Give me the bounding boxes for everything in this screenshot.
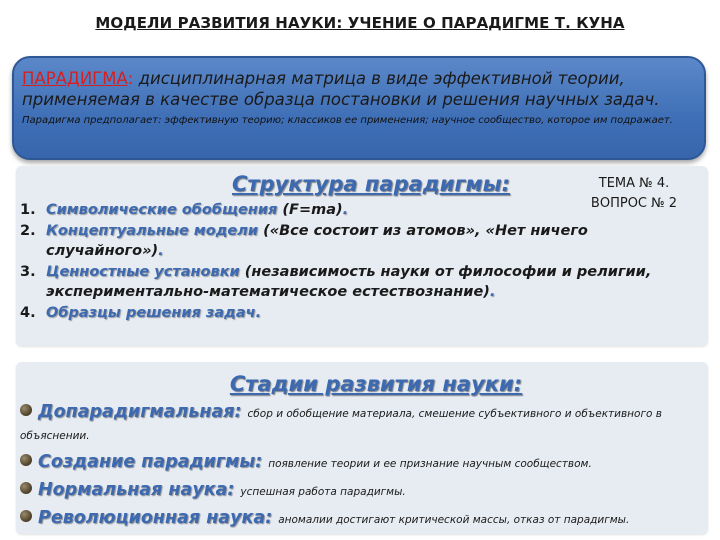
question-number: ВОПРОС № 2: [590, 196, 678, 211]
bullet-icon: [20, 510, 32, 522]
item-tail: .: [489, 284, 496, 300]
list-item: [20, 452, 710, 474]
list-item: [20, 480, 710, 502]
bullet-icon: [20, 454, 32, 466]
stages-panel: [16, 362, 708, 534]
bullet-icon: [20, 404, 32, 416]
item-text: [46, 200, 710, 221]
stage-description: аномалии достигают критической массы, отказ от парадигмы.: [278, 514, 630, 526]
stage-description: появление теории и ее признание научным сообществом.: [268, 458, 592, 470]
definition-term: ПАРАДИГМА: [22, 69, 128, 88]
list-item: [20, 262, 710, 303]
item-number: 3.: [20, 263, 36, 280]
list-item: [20, 508, 710, 530]
stage-name: Революционная наука:: [38, 508, 273, 528]
structure-list: [20, 200, 710, 323]
item-number: 2.: [20, 222, 36, 239]
list-item: [20, 221, 710, 262]
slide-title: МОДЕЛИ РАЗВИТИЯ НАУКИ: УЧЕНИЕ О ПАРАДИГМЕ Т. КУНА: [95, 14, 625, 32]
item-title: Концептуальные модели: [46, 222, 264, 239]
stages-heading: Стадии развития науки:: [229, 372, 523, 396]
item-detail: (F=ma): [282, 202, 343, 218]
definition-note: Парадигма предполагает: эффективную теорию; классиков ее применения; научное сообщество, которое им подражает.: [22, 115, 673, 126]
item-title: Ценностные установки: [46, 263, 245, 280]
item-text: [46, 221, 710, 262]
item-title: Образцы решения задач.: [46, 304, 262, 321]
item-detail: (независимость науки от философии и религии, экспериментально-математическое естествознание): [46, 263, 652, 300]
list-item: [20, 200, 710, 221]
item-number: 1.: [20, 202, 36, 218]
item-tail: .: [342, 202, 349, 218]
list-item: [20, 303, 710, 324]
definition-box: [12, 56, 706, 160]
item-detail: («Все состоит из атомов», «Нет ничего случайного»): [46, 222, 588, 259]
definition-line-2: применяемая в качестве образца постановки и решения научных задач.: [22, 90, 660, 109]
stage-description: сбор и обобщение материала, смешение субъективного и объективного в объяснении.: [20, 408, 662, 442]
bullet-icon: [20, 482, 32, 494]
stages-list: [20, 402, 710, 536]
item-text: [46, 262, 710, 303]
definition-separator: :: [127, 69, 134, 88]
item-number: 4.: [20, 304, 36, 321]
item-tail: .: [158, 243, 164, 259]
structure-panel: [16, 166, 708, 346]
definition-line-1: [22, 68, 696, 89]
definition-text-1: дисциплинарная матрица в виде эффективной теории,: [133, 69, 625, 88]
item-title: Символические обобщения: [46, 202, 283, 218]
topic-number: ТЕМА № 4.: [598, 176, 670, 191]
item-text: [46, 303, 710, 324]
stage-description: успешная работа парадигмы.: [240, 486, 406, 498]
list-item: [20, 402, 710, 446]
stage-name: Нормальная наука:: [38, 480, 235, 500]
stage-name: Создание парадигмы:: [38, 452, 263, 472]
structure-heading: Структура парадигмы:: [231, 172, 510, 196]
stage-name: Допарадигмальная:: [38, 402, 242, 422]
